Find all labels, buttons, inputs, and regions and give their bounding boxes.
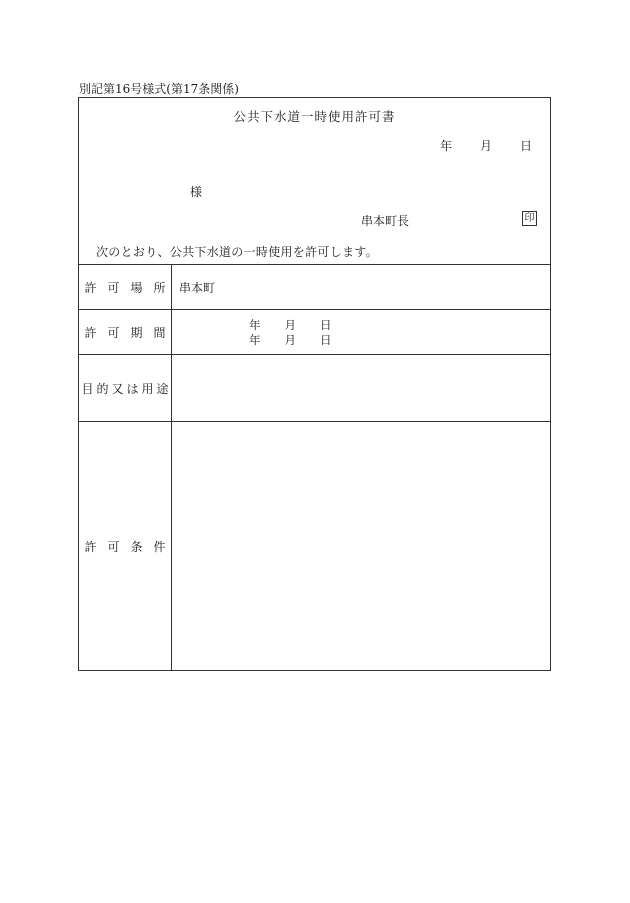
period-label: 許可期間 [79, 310, 172, 354]
period-from-year: 年 [249, 318, 261, 332]
seal-mark: 印 [522, 211, 537, 226]
row-purpose [79, 355, 550, 422]
document-title: 公共下水道一時使用許可書 [233, 109, 396, 124]
row-conditions [79, 422, 550, 670]
period-from-month: 月 [284, 318, 296, 332]
row-period [79, 310, 550, 355]
permit-header [79, 98, 550, 265]
issue-date-year: 年 [439, 139, 452, 153]
permit-statement: 次のとおり、公共下水道の一時使用を許可します。 [96, 245, 378, 259]
period-to-day: 日 [320, 333, 332, 347]
conditions-label: 許可条件 [79, 422, 172, 670]
permit-form [78, 97, 551, 671]
row-location [79, 265, 550, 310]
purpose-label: 目的又は用途 [79, 355, 172, 421]
period-from [249, 317, 332, 333]
period-to [249, 332, 332, 348]
period-to-month: 月 [284, 333, 296, 347]
period-from-day: 日 [320, 318, 332, 332]
issue-date-month: 月 [479, 139, 492, 153]
form-number-label: 別記第16号様式(第17条関係) [79, 82, 239, 96]
issue-date [440, 137, 532, 154]
issuer-name: 串本町長 [361, 214, 410, 228]
location-value: 串本町 [179, 281, 216, 295]
period-to-year: 年 [249, 333, 261, 347]
location-label: 許可場所 [79, 265, 172, 309]
addressee-suffix: 様 [190, 185, 203, 199]
issue-date-day: 日 [519, 139, 532, 153]
